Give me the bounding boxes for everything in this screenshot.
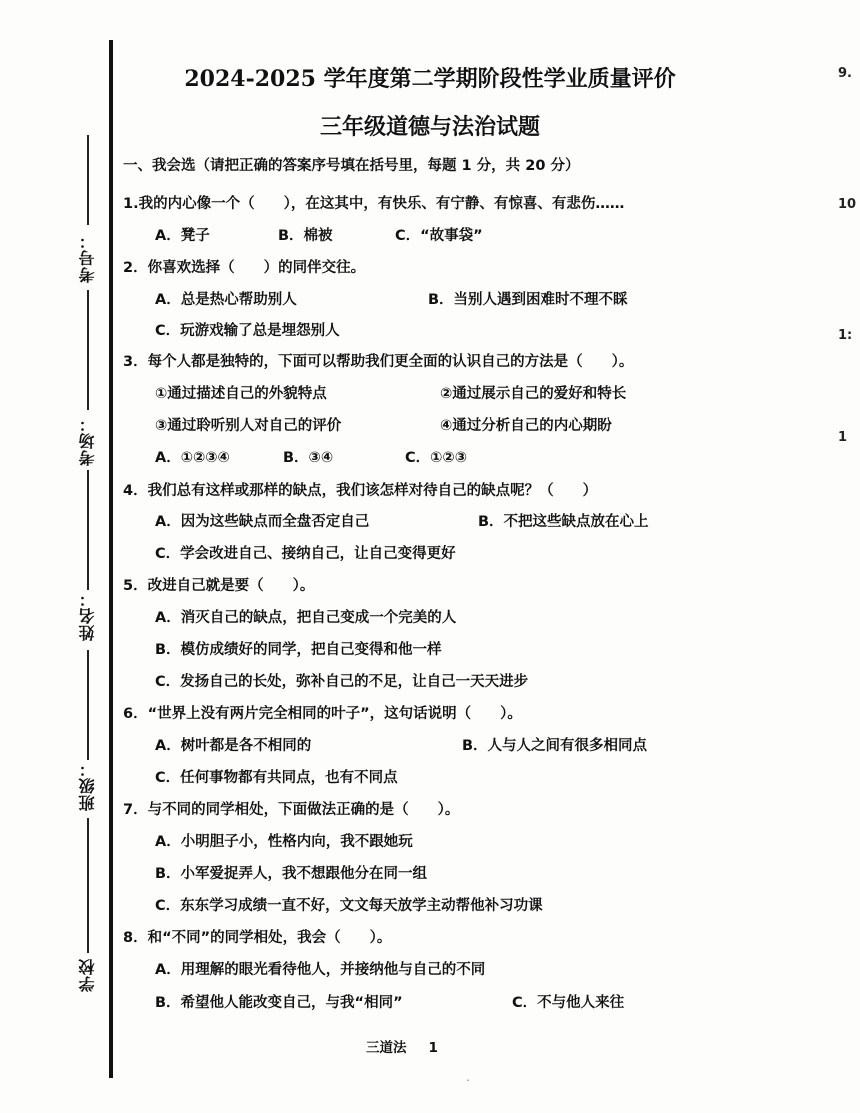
question-stem: 4．我们总有这样或那样的缺点，我们该怎样对待自己的缺点呢？（ ） — [123, 483, 598, 499]
option-b[interactable]: B．模仿成绩好的同学，把自己变得和他一样 — [155, 642, 442, 658]
clipped-question-number: 10 — [838, 197, 857, 212]
clipped-question-number: 1 — [838, 430, 848, 445]
section-heading: 一、我会选（请把正确的答案序号填在括号里，每题 1 分，共 20 分） — [123, 158, 580, 174]
question-stem: 7．与不同的同学相处，下面做法正确的是（ ）。 — [123, 802, 460, 818]
option-a[interactable]: A．用理解的眼光看待他人，并接纳他与自己的不同 — [155, 962, 486, 978]
option-c[interactable]: C．东东学习成绩一直不好，文文每天放学主动帮他补习功课 — [155, 898, 543, 914]
question-stem: 8．和“不同”的同学相处，我会（ ）。 — [123, 930, 392, 946]
footer-page-number: 1 — [428, 1040, 438, 1056]
exam-room-label: 考场： — [78, 415, 97, 466]
method-2: ②通过展示自己的爱好和特长 — [440, 386, 627, 402]
option-b[interactable]: B．希望他人能改变自己，与我“相同” — [155, 995, 403, 1011]
class-label: 班级： — [78, 760, 97, 811]
option-b[interactable]: B．③④ — [283, 450, 334, 466]
exam-number-line-lower[interactable] — [87, 290, 89, 410]
option-c[interactable]: C．“故事袋” — [395, 228, 483, 244]
binding-margin-line — [109, 40, 113, 1078]
exam-subtitle: 三年级道德与法治试题 — [319, 114, 540, 140]
option-a[interactable]: A．①②③④ — [155, 450, 230, 466]
exam-number-line[interactable] — [87, 135, 89, 225]
option-b[interactable]: B．不把这些缺点放在心上 — [478, 514, 649, 530]
clipped-question-number: 9. — [838, 66, 852, 81]
option-b[interactable]: B．棉被 — [278, 228, 333, 244]
option-a[interactable]: A．因为这些缺点而全盘否定自己 — [155, 514, 370, 530]
exam-number-label: 考号： — [78, 232, 97, 283]
method-4: ④通过分析自己的内心期盼 — [440, 418, 612, 434]
option-a[interactable]: A．总是热心帮助别人 — [155, 292, 297, 308]
option-c[interactable]: C．玩游戏输了总是埋怨别人 — [155, 323, 340, 339]
question-stem: 6．“世界上没有两片完全相同的叶子”，这句话说明（ ）。 — [123, 706, 522, 722]
footer-subject: 三道法 — [366, 1040, 407, 1056]
school-label: 学校 — [78, 958, 97, 992]
option-b[interactable]: B．小军爱捉弄人，我不想跟他分在同一组 — [155, 866, 428, 882]
option-c[interactable]: C．任何事物都有共同点，也有不同点 — [155, 770, 398, 786]
class-line[interactable] — [87, 818, 89, 953]
exam-room-line[interactable] — [87, 470, 89, 590]
question-stem: 5．改进自己就是要（ ）。 — [123, 578, 315, 594]
page-footer — [366, 1036, 460, 1056]
scan-speck: ˇ — [466, 1079, 470, 1088]
question-stem: 3．每个人都是独特的，下面可以帮助我们更全面的认识自己的方法是（ ）。 — [123, 354, 634, 370]
option-a[interactable]: A．凳子 — [155, 228, 210, 244]
method-3: ③通过聆听别人对自己的评价 — [155, 418, 342, 434]
option-a[interactable]: A．树叶都是各不相同的 — [155, 738, 312, 754]
option-c[interactable]: C．①②③ — [405, 450, 467, 466]
exam-title: 2024-2025 学年度第二学期阶段性学业质量评价 — [184, 66, 676, 92]
question-stem: 1.我的内心像一个（ ），在这其中，有快乐、有宁静、有惊喜、有悲伤…… — [123, 196, 625, 212]
option-c[interactable]: C．发扬自己的长处，弥补自己的不足，让自己一天天进步 — [155, 674, 529, 690]
name-line[interactable] — [87, 650, 89, 760]
option-c[interactable]: C．不与他人来往 — [512, 995, 625, 1011]
option-b[interactable]: B．人与人之间有很多相同点 — [462, 738, 648, 754]
clipped-question-number: 1: — [838, 328, 853, 343]
option-a[interactable]: A．消灭自己的缺点，把自己变成一个完美的人 — [155, 610, 457, 626]
option-a[interactable]: A．小明胆子小，性格内向，我不跟她玩 — [155, 834, 413, 850]
option-c[interactable]: C．学会改进自己、接纳自己，让自己变得更好 — [155, 546, 456, 562]
name-label: 姓名： — [78, 590, 97, 641]
option-b[interactable]: B．当别人遇到困难时不理不睬 — [428, 292, 628, 308]
method-1: ①通过描述自己的外貌特点 — [155, 386, 327, 402]
question-stem: 2．你喜欢选择（ ）的同伴交往。 — [123, 260, 366, 276]
